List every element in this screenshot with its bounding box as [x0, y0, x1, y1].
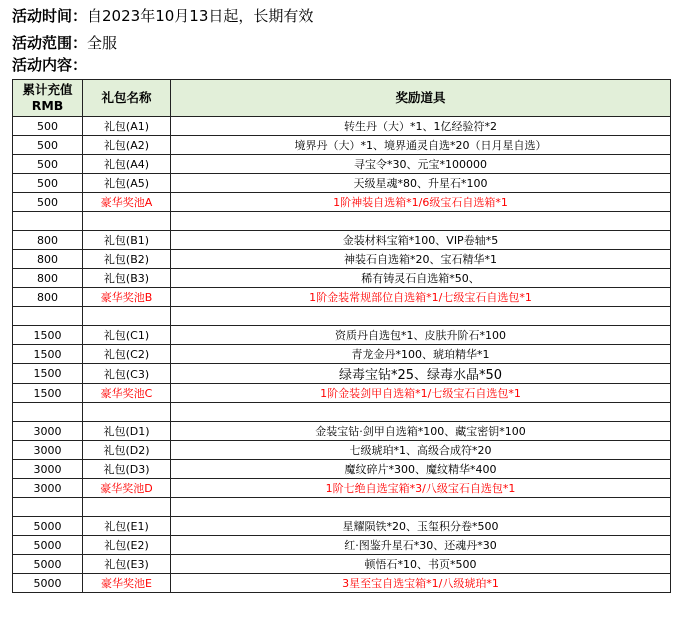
- spacer-row: [13, 212, 671, 231]
- header-amount-line1: 累计充值: [22, 82, 73, 97]
- activity-range-value: 全服: [87, 34, 118, 52]
- reward-cell: 金装宝钻·剑甲自选箱*100、藏宝密钥*100: [171, 422, 671, 441]
- package-name-cell: 豪华奖池D: [83, 479, 171, 498]
- reward-cell: 青龙金丹*100、琥珀精华*1: [171, 345, 671, 364]
- amount-cell: 5000: [13, 555, 83, 574]
- package-name-cell: 礼包(E3): [83, 555, 171, 574]
- spacer-cell: [13, 212, 83, 231]
- table-row: [13, 136, 671, 155]
- package-name-cell: 豪华奖池E: [83, 574, 171, 593]
- amount-cell: 800: [13, 288, 83, 307]
- spacer-cell: [13, 498, 83, 517]
- package-name-cell: 礼包(D2): [83, 441, 171, 460]
- amount-cell: 800: [13, 250, 83, 269]
- package-name-cell: 礼包(D1): [83, 422, 171, 441]
- package-name-cell: 礼包(C3): [83, 364, 171, 384]
- reward-cell: 寻宝令*30、元宝*100000: [171, 155, 671, 174]
- spacer-cell: [171, 498, 671, 517]
- table-row: [13, 269, 671, 288]
- table-row: [13, 364, 671, 384]
- table-row: [13, 574, 671, 593]
- header-reward: 奖励道具: [171, 80, 671, 117]
- amount-cell: 5000: [13, 574, 83, 593]
- reward-cell: 星耀陨铁*20、玉玺积分卷*500: [171, 517, 671, 536]
- package-name-cell: 礼包(C2): [83, 345, 171, 364]
- amount-cell: 3000: [13, 422, 83, 441]
- package-name-cell: 豪华奖池B: [83, 288, 171, 307]
- activity-time-line: [12, 6, 313, 26]
- package-name-cell: 礼包(E1): [83, 517, 171, 536]
- table-row: [13, 193, 671, 212]
- table-row: [13, 155, 671, 174]
- amount-cell: 500: [13, 155, 83, 174]
- amount-cell: 5000: [13, 517, 83, 536]
- reward-cell: 金装材料宝箱*100、VIP卷轴*5: [171, 231, 671, 250]
- spacer-row: [13, 498, 671, 517]
- table-row: [13, 345, 671, 364]
- table-row: [13, 384, 671, 403]
- package-name-cell: 礼包(C1): [83, 326, 171, 345]
- spacer-cell: [13, 403, 83, 422]
- reward-cell: 转生丹（大）*1、1亿经验符*2: [171, 117, 671, 136]
- reward-cell: 1阶金装常规部位自选箱*1/七级宝石自选包*1: [171, 288, 671, 307]
- amount-cell: 500: [13, 174, 83, 193]
- table-row: [13, 441, 671, 460]
- activity-content-line: [12, 55, 87, 75]
- package-name-cell: 礼包(A2): [83, 136, 171, 155]
- amount-cell: 3000: [13, 460, 83, 479]
- table-row: [13, 117, 671, 136]
- reward-cell: 顿悟石*10、书页*500: [171, 555, 671, 574]
- reward-cell: 神装石自选箱*20、宝石精华*1: [171, 250, 671, 269]
- table-row: [13, 460, 671, 479]
- spacer-cell: [13, 307, 83, 326]
- table-row: [13, 326, 671, 345]
- reward-cell: 红·图鉴升星石*30、还魂丹*30: [171, 536, 671, 555]
- amount-cell: 500: [13, 117, 83, 136]
- package-name-cell: 礼包(D3): [83, 460, 171, 479]
- amount-cell: 500: [13, 193, 83, 212]
- amount-cell: 1500: [13, 384, 83, 403]
- activity-time-value: 自2023年10月13日起，长期有效: [87, 7, 314, 25]
- activity-range-line: [12, 33, 117, 53]
- table-header-row: [13, 80, 671, 117]
- header-package-name: 礼包名称: [83, 80, 171, 117]
- activity-time-label: 活动时间：: [12, 7, 88, 25]
- reward-cell: 七级琥珀*1、高级合成符*20: [171, 441, 671, 460]
- spacer-cell: [171, 403, 671, 422]
- table-row: [13, 479, 671, 498]
- table-row: [13, 555, 671, 574]
- table-row: [13, 422, 671, 441]
- spacer-cell: [171, 307, 671, 326]
- amount-cell: 1500: [13, 345, 83, 364]
- reward-cell: 1阶神装自选箱*1/6级宝石自选箱*1: [171, 193, 671, 212]
- spacer-cell: [83, 403, 171, 422]
- table-row: [13, 536, 671, 555]
- amount-cell: 800: [13, 269, 83, 288]
- table-row: [13, 288, 671, 307]
- package-name-cell: 礼包(B3): [83, 269, 171, 288]
- reward-cell: 境界丹（大）*1、境界通灵自选*20（日月星自选）: [171, 136, 671, 155]
- table-body: [13, 117, 671, 593]
- spacer-cell: [171, 212, 671, 231]
- amount-cell: 1500: [13, 364, 83, 384]
- reward-table: [12, 79, 671, 593]
- amount-cell: 800: [13, 231, 83, 250]
- reward-cell: 魔纹碎片*300、魔纹精华*400: [171, 460, 671, 479]
- table-row: [13, 250, 671, 269]
- reward-cell: 资质丹自选包*1、皮肤升阶石*100: [171, 326, 671, 345]
- header-amount: [13, 80, 83, 117]
- spacer-cell: [83, 307, 171, 326]
- reward-cell: 稀有铸灵石自选箱*50、: [171, 269, 671, 288]
- reward-cell: 1阶七绝自选宝箱*3/八级宝石自选包*1: [171, 479, 671, 498]
- package-name-cell: 礼包(A1): [83, 117, 171, 136]
- package-name-cell: 礼包(B1): [83, 231, 171, 250]
- reward-cell: 1阶金装剑甲自选箱*1/七级宝石自选包*1: [171, 384, 671, 403]
- amount-cell: 500: [13, 136, 83, 155]
- spacer-cell: [83, 212, 171, 231]
- amount-cell: 3000: [13, 441, 83, 460]
- table-row: [13, 231, 671, 250]
- package-name-cell: 礼包(A5): [83, 174, 171, 193]
- spacer-cell: [83, 498, 171, 517]
- amount-cell: 3000: [13, 479, 83, 498]
- activity-range-label: 活动范围：: [12, 34, 88, 52]
- reward-cell: 天级星魂*80、升星石*100: [171, 174, 671, 193]
- spacer-row: [13, 307, 671, 326]
- amount-cell: 5000: [13, 536, 83, 555]
- header-amount-line2: RMB: [31, 98, 64, 113]
- package-name-cell: 礼包(E2): [83, 536, 171, 555]
- package-name-cell: 礼包(A4): [83, 155, 171, 174]
- spacer-row: [13, 403, 671, 422]
- amount-cell: 1500: [13, 326, 83, 345]
- reward-cell: 3星至宝自选宝箱*1/八级琥珀*1: [171, 574, 671, 593]
- activity-content-label: 活动内容：: [12, 56, 88, 74]
- package-name-cell: 礼包(B2): [83, 250, 171, 269]
- table-row: [13, 517, 671, 536]
- package-name-cell: 豪华奖池C: [83, 384, 171, 403]
- package-name-cell: 豪华奖池A: [83, 193, 171, 212]
- table-row: [13, 174, 671, 193]
- reward-cell: 绿毒宝钻*25、绿毒水晶*50: [171, 364, 671, 384]
